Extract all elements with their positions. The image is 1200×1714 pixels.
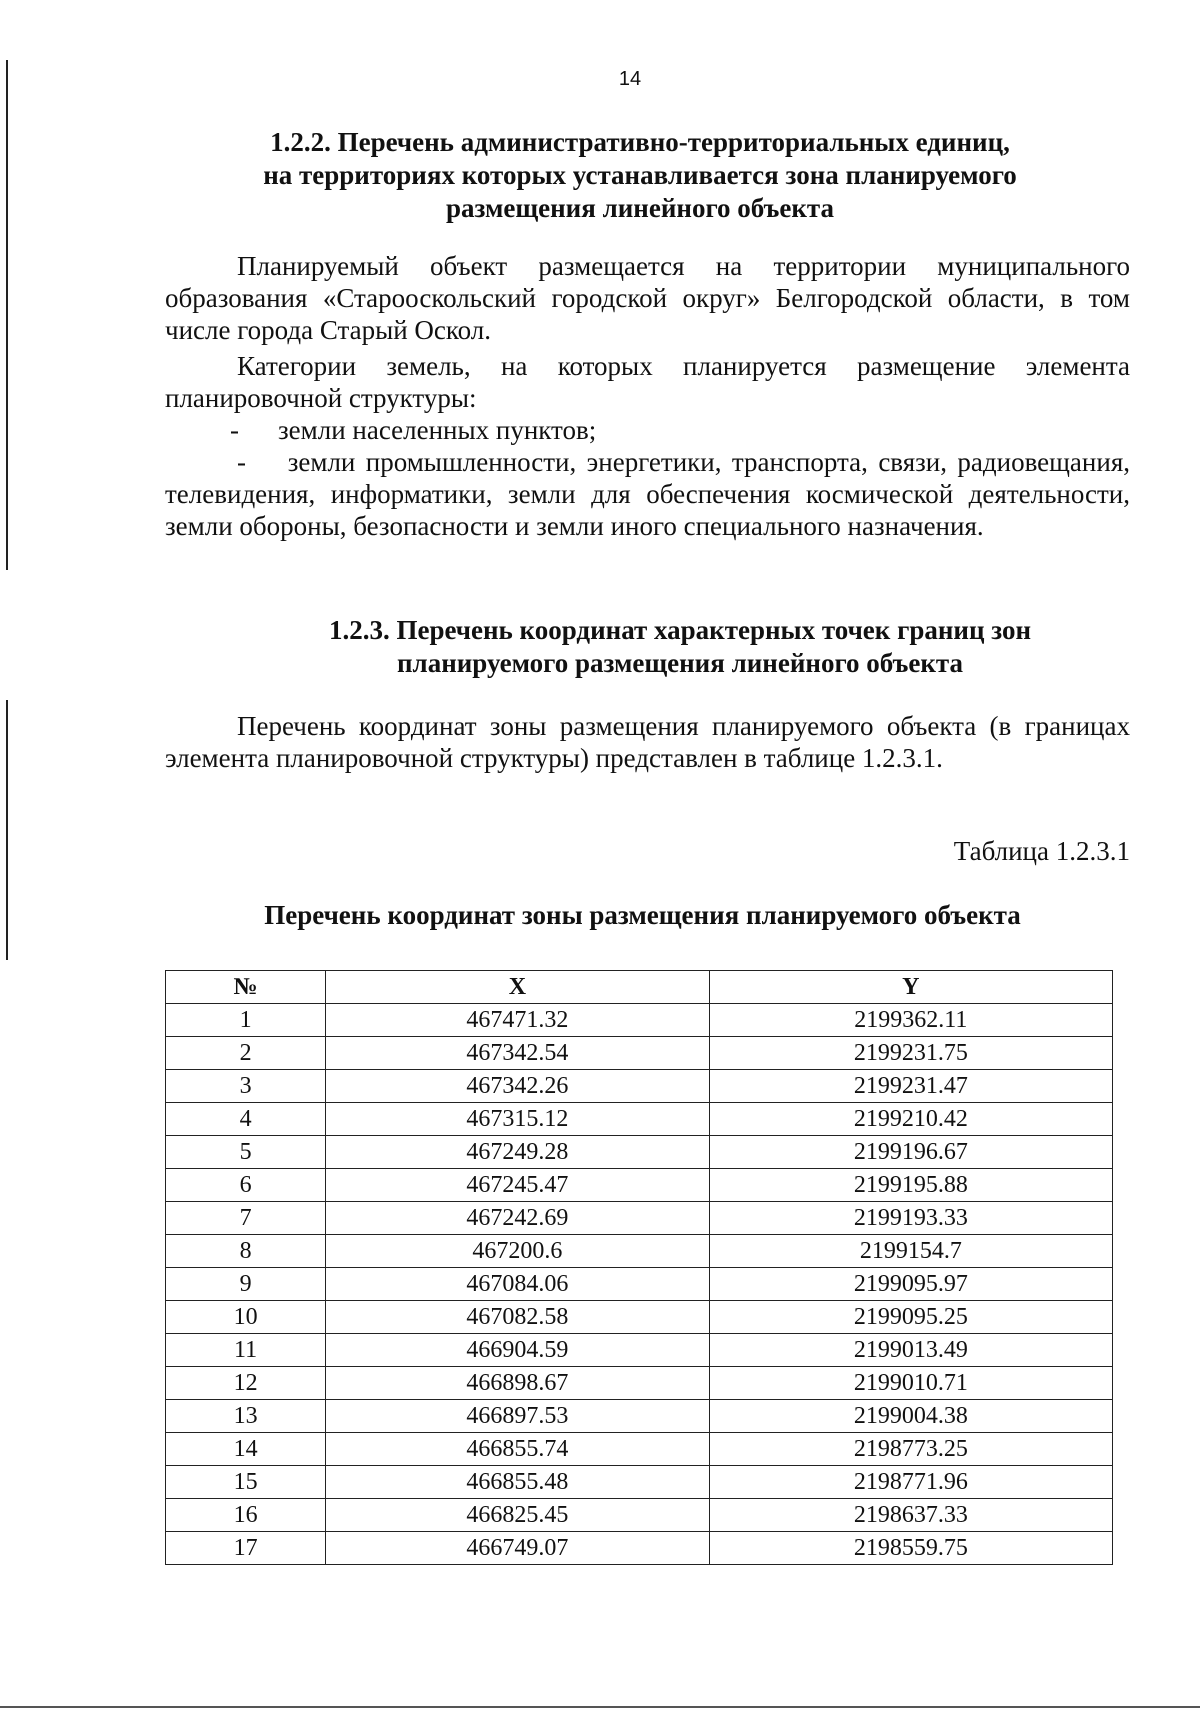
paragraph-territory: Планируемый объект размещается на территории муниципального образования «Старооскольский городской округ» Белгородской области, в том числе города Старый Оскол. <box>165 251 1130 345</box>
section-1-2-3-heading <box>230 614 1130 680</box>
cell-number: 7 <box>166 1202 326 1235</box>
cell-y: 2199013.49 <box>709 1334 1112 1367</box>
column-header-x: X <box>326 971 709 1004</box>
cell-y: 2199362.11 <box>709 1004 1112 1037</box>
table-row <box>166 1433 1113 1466</box>
cell-y: 2199196.67 <box>709 1136 1112 1169</box>
bullet-text: земли промышленности, энергетики, транспорта, связи, радиовещания, телевидения, информатики, земли для обеспечения космической деятельности, земли обороны, безопасности и земли иного специального назначения. <box>165 447 1130 541</box>
cell-y: 2199010.71 <box>709 1367 1112 1400</box>
cell-number: 14 <box>166 1433 326 1466</box>
cell-number: 1 <box>166 1004 326 1037</box>
cell-x: 467084.06 <box>326 1268 709 1301</box>
table-row <box>166 1004 1113 1037</box>
cell-number: 11 <box>166 1334 326 1367</box>
table-row <box>166 1466 1113 1499</box>
page-number: 14 <box>618 68 642 90</box>
column-header-y: Y <box>709 971 1112 1004</box>
table-row <box>166 1037 1113 1070</box>
cell-number: 15 <box>166 1466 326 1499</box>
cell-number: 16 <box>166 1499 326 1532</box>
table-row <box>166 1499 1113 1532</box>
table-row <box>166 1268 1113 1301</box>
table-row <box>166 1367 1113 1400</box>
cell-y: 2199154.7 <box>709 1235 1112 1268</box>
heading-line: на территориях которых устанавливается зона планируемого <box>263 160 1017 190</box>
cell-x: 467082.58 <box>326 1301 709 1334</box>
cell-y: 2198773.25 <box>709 1433 1112 1466</box>
bullet-marker: - <box>230 415 239 445</box>
heading-line: размещения линейного объекта <box>445 193 834 223</box>
cell-y: 2199193.33 <box>709 1202 1112 1235</box>
cell-x: 467315.12 <box>326 1103 709 1136</box>
paragraph-coordinates-intro: Перечень координат зоны размещения планируемого объекта (в границах элемента планировочной структуры) представлен в таблице 1.2.3.1. <box>165 711 1130 773</box>
table-row <box>166 1235 1113 1268</box>
cell-number: 17 <box>166 1532 326 1565</box>
cell-y: 2199004.38 <box>709 1400 1112 1433</box>
cell-number: 6 <box>166 1169 326 1202</box>
table-row <box>166 1202 1113 1235</box>
table-row <box>166 1334 1113 1367</box>
table-caption: Таблица 1.2.3.1 <box>953 836 1130 866</box>
cell-x: 466855.74 <box>326 1433 709 1466</box>
cell-y: 2199210.42 <box>709 1103 1112 1136</box>
cell-x: 467342.26 <box>326 1070 709 1103</box>
bullet-item-settlements <box>230 414 1130 446</box>
cell-x: 466855.48 <box>326 1466 709 1499</box>
scan-edge-left-top <box>6 60 8 570</box>
cell-x: 467471.32 <box>326 1004 709 1037</box>
cell-x: 466825.45 <box>326 1499 709 1532</box>
cell-x: 467245.47 <box>326 1169 709 1202</box>
cell-x: 467342.54 <box>326 1037 709 1070</box>
cell-y: 2199231.75 <box>709 1037 1112 1070</box>
cell-x: 466897.53 <box>326 1400 709 1433</box>
cell-y: 2199231.47 <box>709 1070 1112 1103</box>
cell-number: 10 <box>166 1301 326 1334</box>
cell-y: 2199095.97 <box>709 1268 1112 1301</box>
table-row <box>166 1169 1113 1202</box>
cell-number: 3 <box>166 1070 326 1103</box>
table-row <box>166 1136 1113 1169</box>
heading-line: планируемого размещения линейного объекта <box>396 648 963 678</box>
cell-x: 467249.28 <box>326 1136 709 1169</box>
bullet-text: земли населенных пунктов; <box>278 415 597 445</box>
cell-x: 467200.6 <box>326 1235 709 1268</box>
table-title: Перечень координат зоны размещения планируемого объекта <box>264 900 1021 930</box>
table-row <box>166 1532 1113 1565</box>
table-row <box>166 1070 1113 1103</box>
paragraph-land-categories: Категории земель, на которых планируется размещение элемента планировочной структуры: <box>165 351 1130 413</box>
cell-y: 2199195.88 <box>709 1169 1112 1202</box>
cell-number: 13 <box>166 1400 326 1433</box>
bullet-item-industry <box>165 446 1130 542</box>
cell-number: 4 <box>166 1103 326 1136</box>
table-row <box>166 1103 1113 1136</box>
coordinates-table <box>165 970 1113 1565</box>
cell-number: 8 <box>166 1235 326 1268</box>
cell-y: 2198771.96 <box>709 1466 1112 1499</box>
heading-line: 1.2.2. Перечень административно-территориальных единиц, <box>270 127 1010 157</box>
cell-y: 2199095.25 <box>709 1301 1112 1334</box>
table-row <box>166 1400 1113 1433</box>
scan-edge-bottom <box>0 1706 1200 1708</box>
table-row <box>166 1301 1113 1334</box>
heading-line: 1.2.3. Перечень координат характерных точек границ зон <box>328 615 1032 645</box>
cell-y: 2198559.75 <box>709 1532 1112 1565</box>
cell-x: 466904.59 <box>326 1334 709 1367</box>
column-header-number: № <box>166 971 326 1004</box>
cell-x: 467242.69 <box>326 1202 709 1235</box>
table-header-row <box>166 971 1113 1004</box>
cell-number: 9 <box>166 1268 326 1301</box>
cell-number: 5 <box>166 1136 326 1169</box>
cell-x: 466898.67 <box>326 1367 709 1400</box>
cell-number: 12 <box>166 1367 326 1400</box>
cell-y: 2198637.33 <box>709 1499 1112 1532</box>
table-body <box>166 1004 1113 1565</box>
cell-x: 466749.07 <box>326 1532 709 1565</box>
cell-number: 2 <box>166 1037 326 1070</box>
section-1-2-2-heading <box>180 126 1100 225</box>
bullet-marker: - <box>237 447 246 477</box>
